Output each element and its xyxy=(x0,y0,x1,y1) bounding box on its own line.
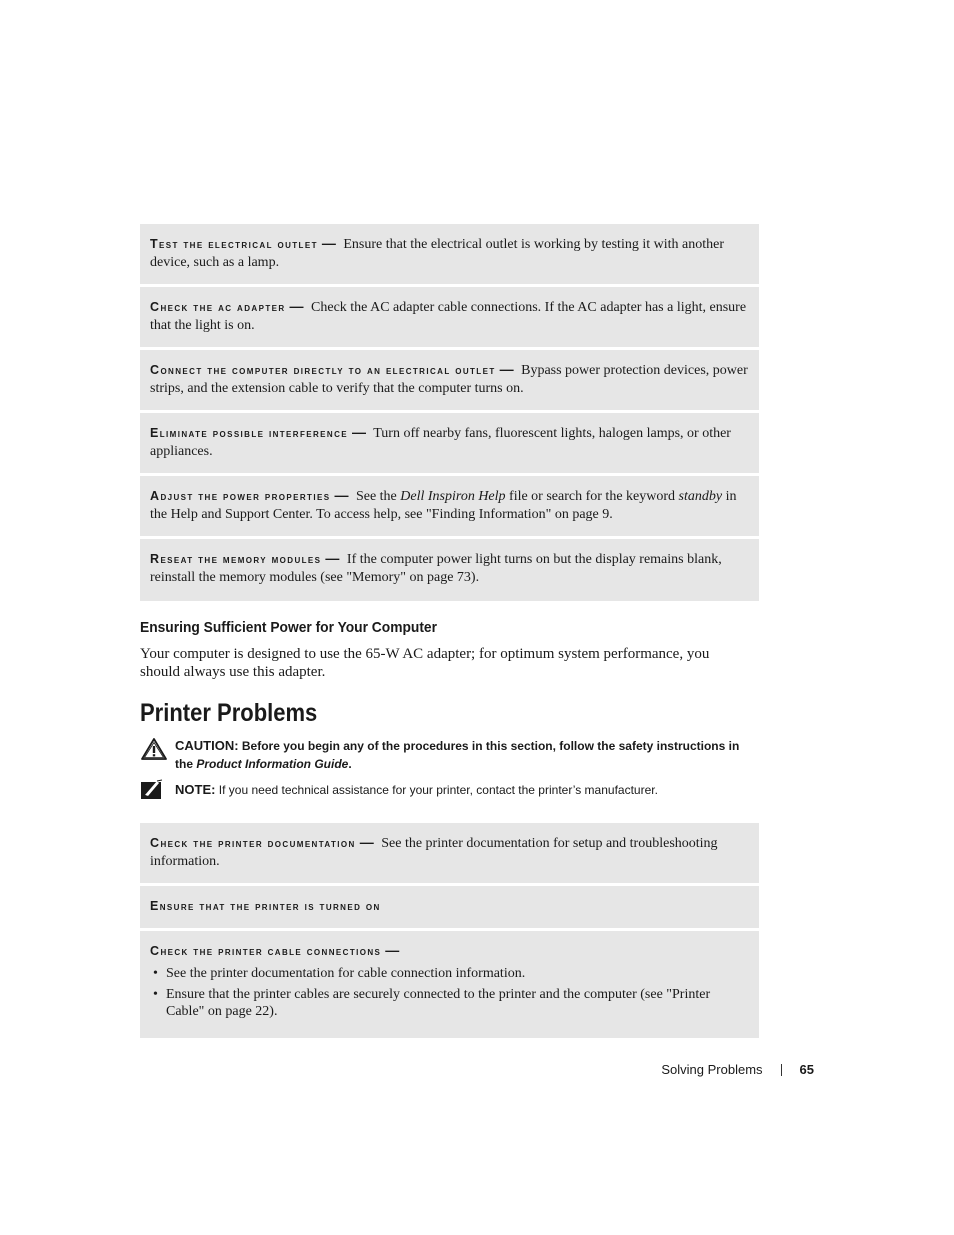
tip-box-printer-cable: Check the printer cable connections — • See the printer documentation for cable connection information. • Ensure that the printer cables are securely connected to the printer and the computer (see "Printer Cable" on page 22). xyxy=(140,931,759,1038)
footer-section: Solving Problems xyxy=(661,1062,763,1077)
tip-text: Turn off nearby fans, fluorescent lights, halogen lamps, or other appliances. xyxy=(150,426,731,459)
bullet-list xyxy=(150,965,749,1020)
caution-guide-title: Product Information Guide xyxy=(196,757,349,771)
page-content xyxy=(140,224,759,1041)
list-item: • Ensure that the printer cables are securely connected to the printer and the computer (see "Printer Cable" on page 22). xyxy=(150,986,749,1020)
list-item: • See the printer documentation for cable connection information. xyxy=(150,965,749,982)
note-pencil-icon xyxy=(140,779,164,806)
tip-heading: Ensure that the printer is turned on xyxy=(150,899,381,913)
tip-box-adjust-power-properties: Adjust the power properties — See the Dell Inspiron Help file or search for the keyword standby in the Help and Support Center. To access help, see "Finding Information" on page 9. xyxy=(140,476,759,536)
tip-heading: Check the ac adapter xyxy=(150,300,286,314)
warning-triangle-icon xyxy=(140,737,168,766)
printer-problems-title: Printer Problems xyxy=(140,699,318,727)
sufficient-power-heading: Ensuring Sufficient Power for Your Computer xyxy=(140,619,437,636)
tip-heading: Test the electrical outlet xyxy=(150,237,318,251)
tip-box-check-ac-adapter: Check the ac adapter — Check the AC adapter cable connections. If the AC adapter has a light, ensure that the light is on. xyxy=(140,287,759,347)
tip-box-printer-turned-on xyxy=(140,886,759,928)
tip-text: See the printer documentation for setup and troubleshooting information. xyxy=(150,836,718,869)
page-footer xyxy=(661,1062,814,1077)
tip-box-connect-directly: Connect the computer directly to an electrical outlet — Bypass power protection devices, power strips, and the extension cable to verify that the computer turns on. xyxy=(140,350,759,410)
tip-heading: Eliminate possible interference xyxy=(150,426,348,440)
tip-heading: Adjust the power properties xyxy=(150,489,331,503)
tip-heading: Connect the computer directly to an electrical outlet xyxy=(150,363,496,377)
caution-notice: CAUTION: Before you begin any of the procedures in this section, follow the safety instructions in the Product Information Guide. xyxy=(140,737,759,773)
footer-separator xyxy=(781,1064,782,1076)
tip-text: Check the AC adapter cable connections. If the AC adapter has a light, ensure that the light is on. xyxy=(150,300,747,333)
tip-box-eliminate-interference: Eliminate possible interference — Turn off nearby fans, fluorescent lights, halogen lamps, or other appliances. xyxy=(140,413,759,473)
tip-box-test-outlet: Test the electrical outlet — Ensure that the electrical outlet is working by testing it with another device, such as a lamp. xyxy=(140,224,759,284)
tip-heading: Check the printer documentation xyxy=(150,836,356,850)
tip-text: If the computer power light turns on but the display remains blank, reinstall the memory modules (see "Memory" on page 73). xyxy=(150,552,722,585)
caution-text: Before you begin any of the procedures in this section, follow the safety instructions in the xyxy=(175,739,740,771)
tip-heading: Reseat the memory modules xyxy=(150,552,322,566)
tip-box-reseat-memory: Reseat the memory modules — If the computer power light turns on but the display remains blank, reinstall the memory modules (see "Memory" on page 73). xyxy=(140,539,759,601)
tip-text: Ensure that the electrical outlet is working by testing it with another device, such as a lamp. xyxy=(150,237,724,270)
note-notice xyxy=(140,781,759,799)
tip-box-printer-documentation: Check the printer documentation — See the printer documentation for setup and troubleshooting information. xyxy=(140,823,759,883)
sufficient-power-text: Your computer is designed to use the 65-W AC adapter; for optimum system performance, you should always use this adapter. xyxy=(140,646,710,680)
page-number: 65 xyxy=(799,1062,814,1077)
note-label: NOTE: xyxy=(175,782,216,797)
tip-heading: Check the printer cable connections xyxy=(150,944,382,958)
caution-label: CAUTION: xyxy=(175,738,239,753)
tip-text: Bypass power protection devices, power strips, and the extension cable to verify that the computer turns on. xyxy=(150,363,748,396)
note-text: If you need technical assistance for your printer, contact the printer’s manufacturer. xyxy=(218,783,658,797)
